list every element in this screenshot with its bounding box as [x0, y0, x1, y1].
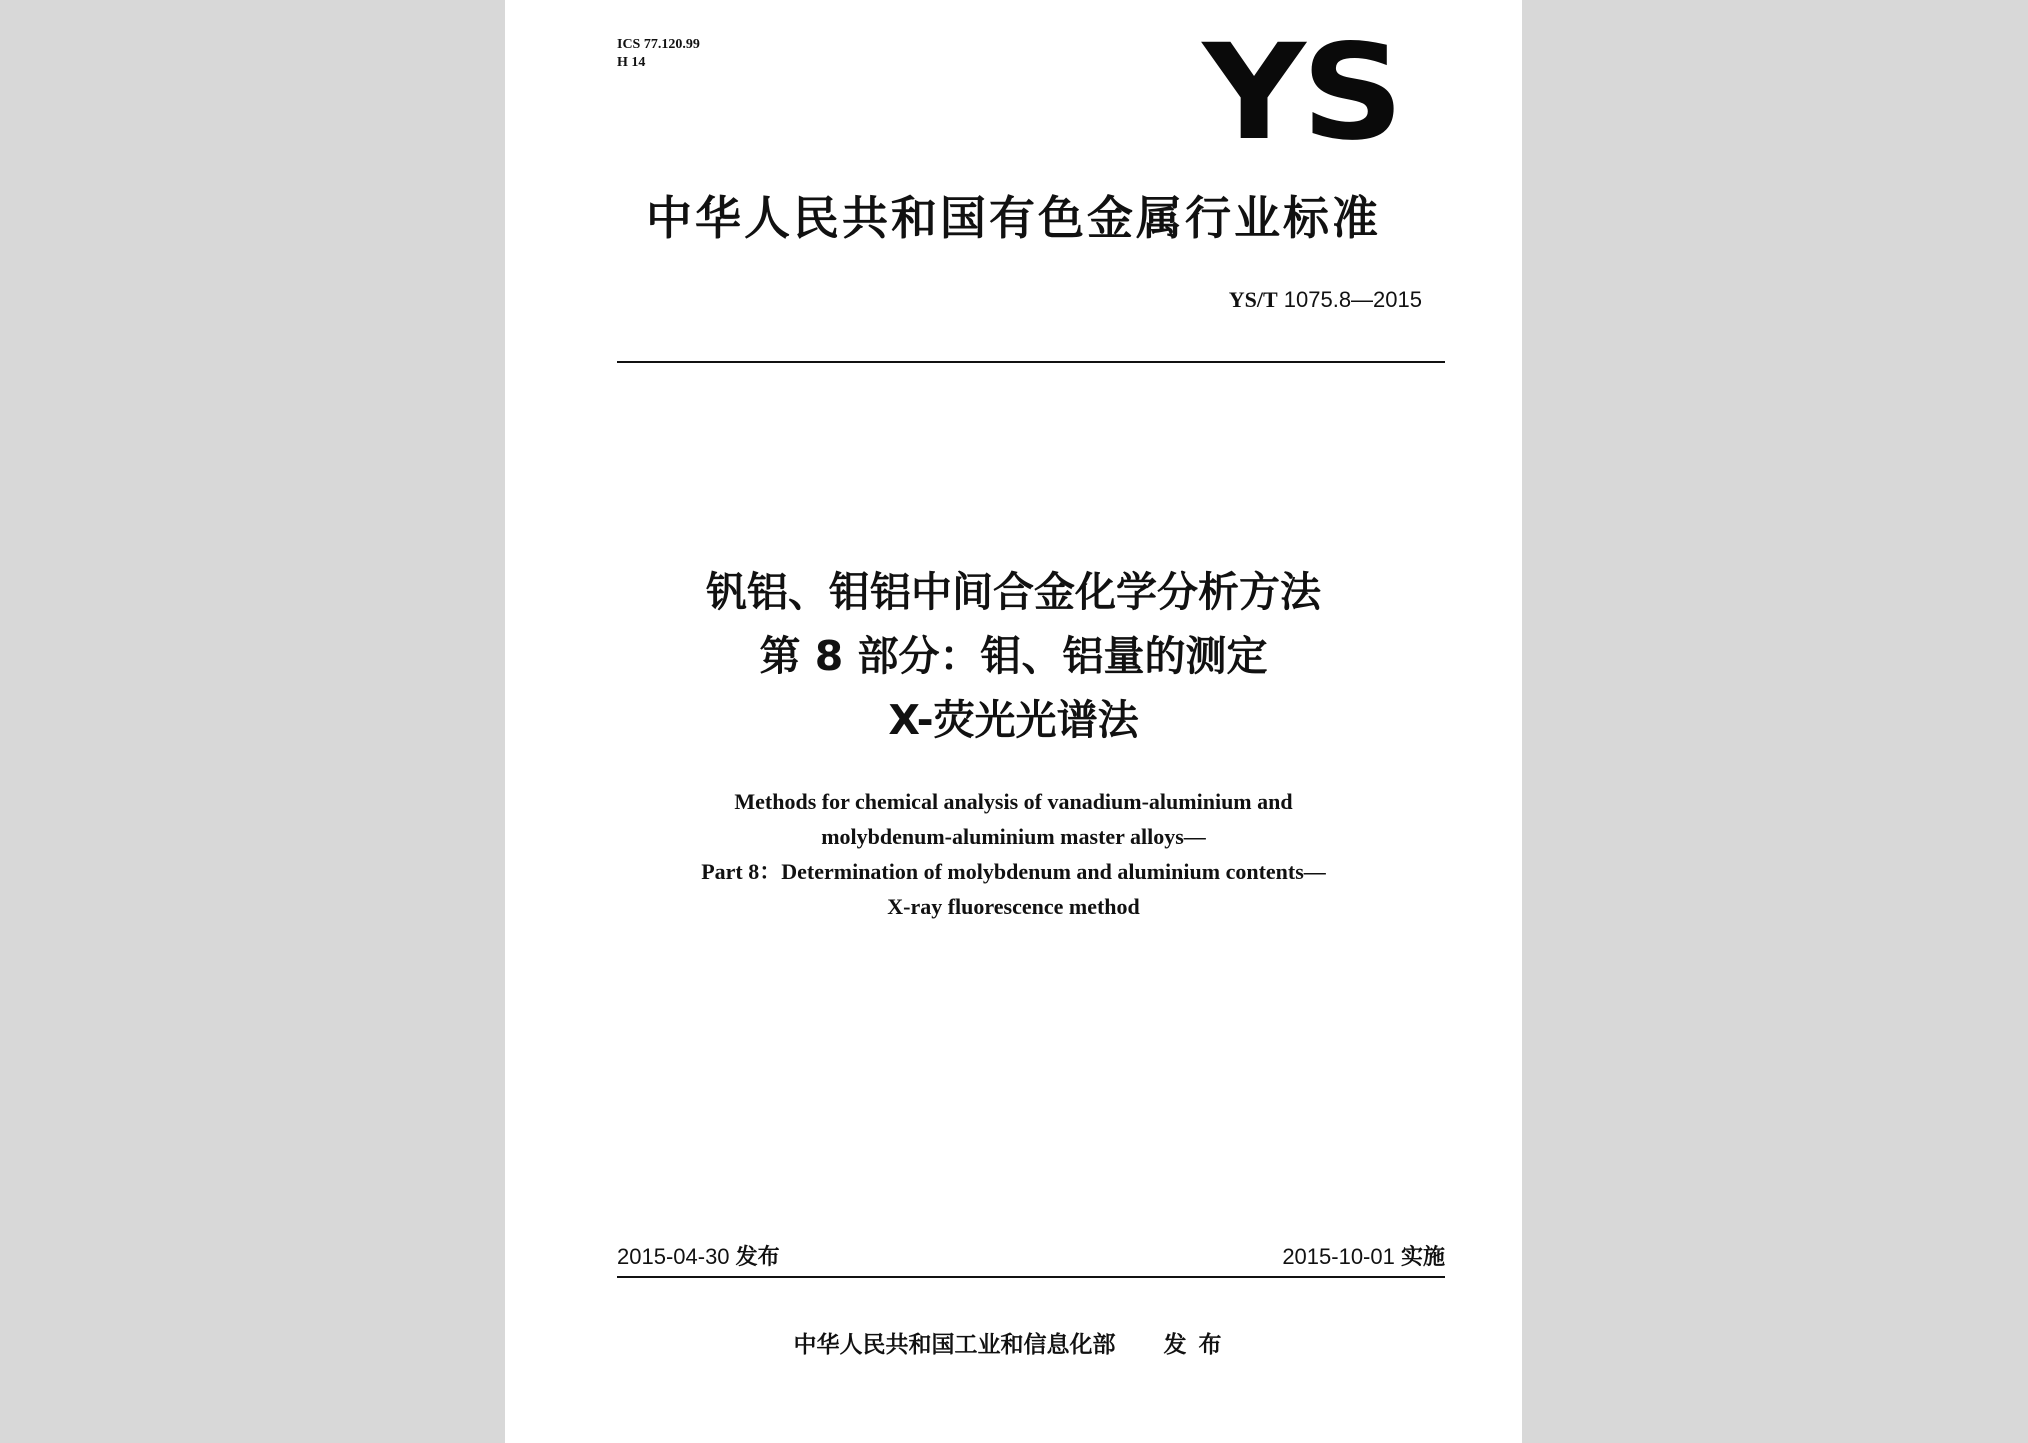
english-title [505, 784, 1522, 924]
document-page [505, 0, 1522, 1443]
top-divider [617, 361, 1445, 363]
issuer-name: 中华人民共和国工业和信息化部 [793, 1332, 1116, 1358]
ccs-code: H 14 [617, 55, 646, 70]
english-title-line-1: Methods for chemical analysis of vanadium-aluminium and [734, 789, 1293, 814]
chinese-title-line-3: X-荧光光谱法 [888, 696, 1139, 744]
english-title-line-4: X-ray fluorescence method [887, 894, 1140, 919]
issue-date-block [617, 1242, 780, 1273]
ys-logo: YS [1202, 16, 1400, 170]
issue-date: 2015-04-30 [617, 1244, 730, 1269]
issue-label: 发布 [735, 1245, 780, 1270]
ics-code: ICS 77.120.99 [617, 37, 700, 52]
standard-number [1229, 286, 1422, 314]
chinese-title [505, 560, 1522, 752]
dates-row [617, 1242, 1445, 1272]
bottom-divider [617, 1276, 1445, 1278]
english-title-line-3: Part 8：Determination of molybdenum and aluminium contents— [701, 859, 1326, 884]
standard-number-value: 1075.8—2015 [1283, 287, 1422, 312]
english-title-line-2: molybdenum-aluminium master alloys— [821, 824, 1206, 849]
issuer-line [505, 1328, 1522, 1362]
implement-date-block [1282, 1242, 1445, 1273]
publish-label: 发布 [1163, 1332, 1234, 1358]
standard-number-prefix: YS/T [1228, 287, 1278, 312]
classification-codes [617, 36, 700, 72]
chinese-title-line-1: 钒铝、钼铝中间合金化学分析方法 [706, 568, 1321, 616]
standard-title: 中华人民共和国有色金属行业标准 [646, 191, 1381, 245]
chinese-title-line-2: 第 8 部分：钼、铝量的测定 [759, 632, 1268, 680]
implement-date: 2015-10-01 [1282, 1244, 1395, 1269]
implement-label: 实施 [1400, 1245, 1445, 1270]
